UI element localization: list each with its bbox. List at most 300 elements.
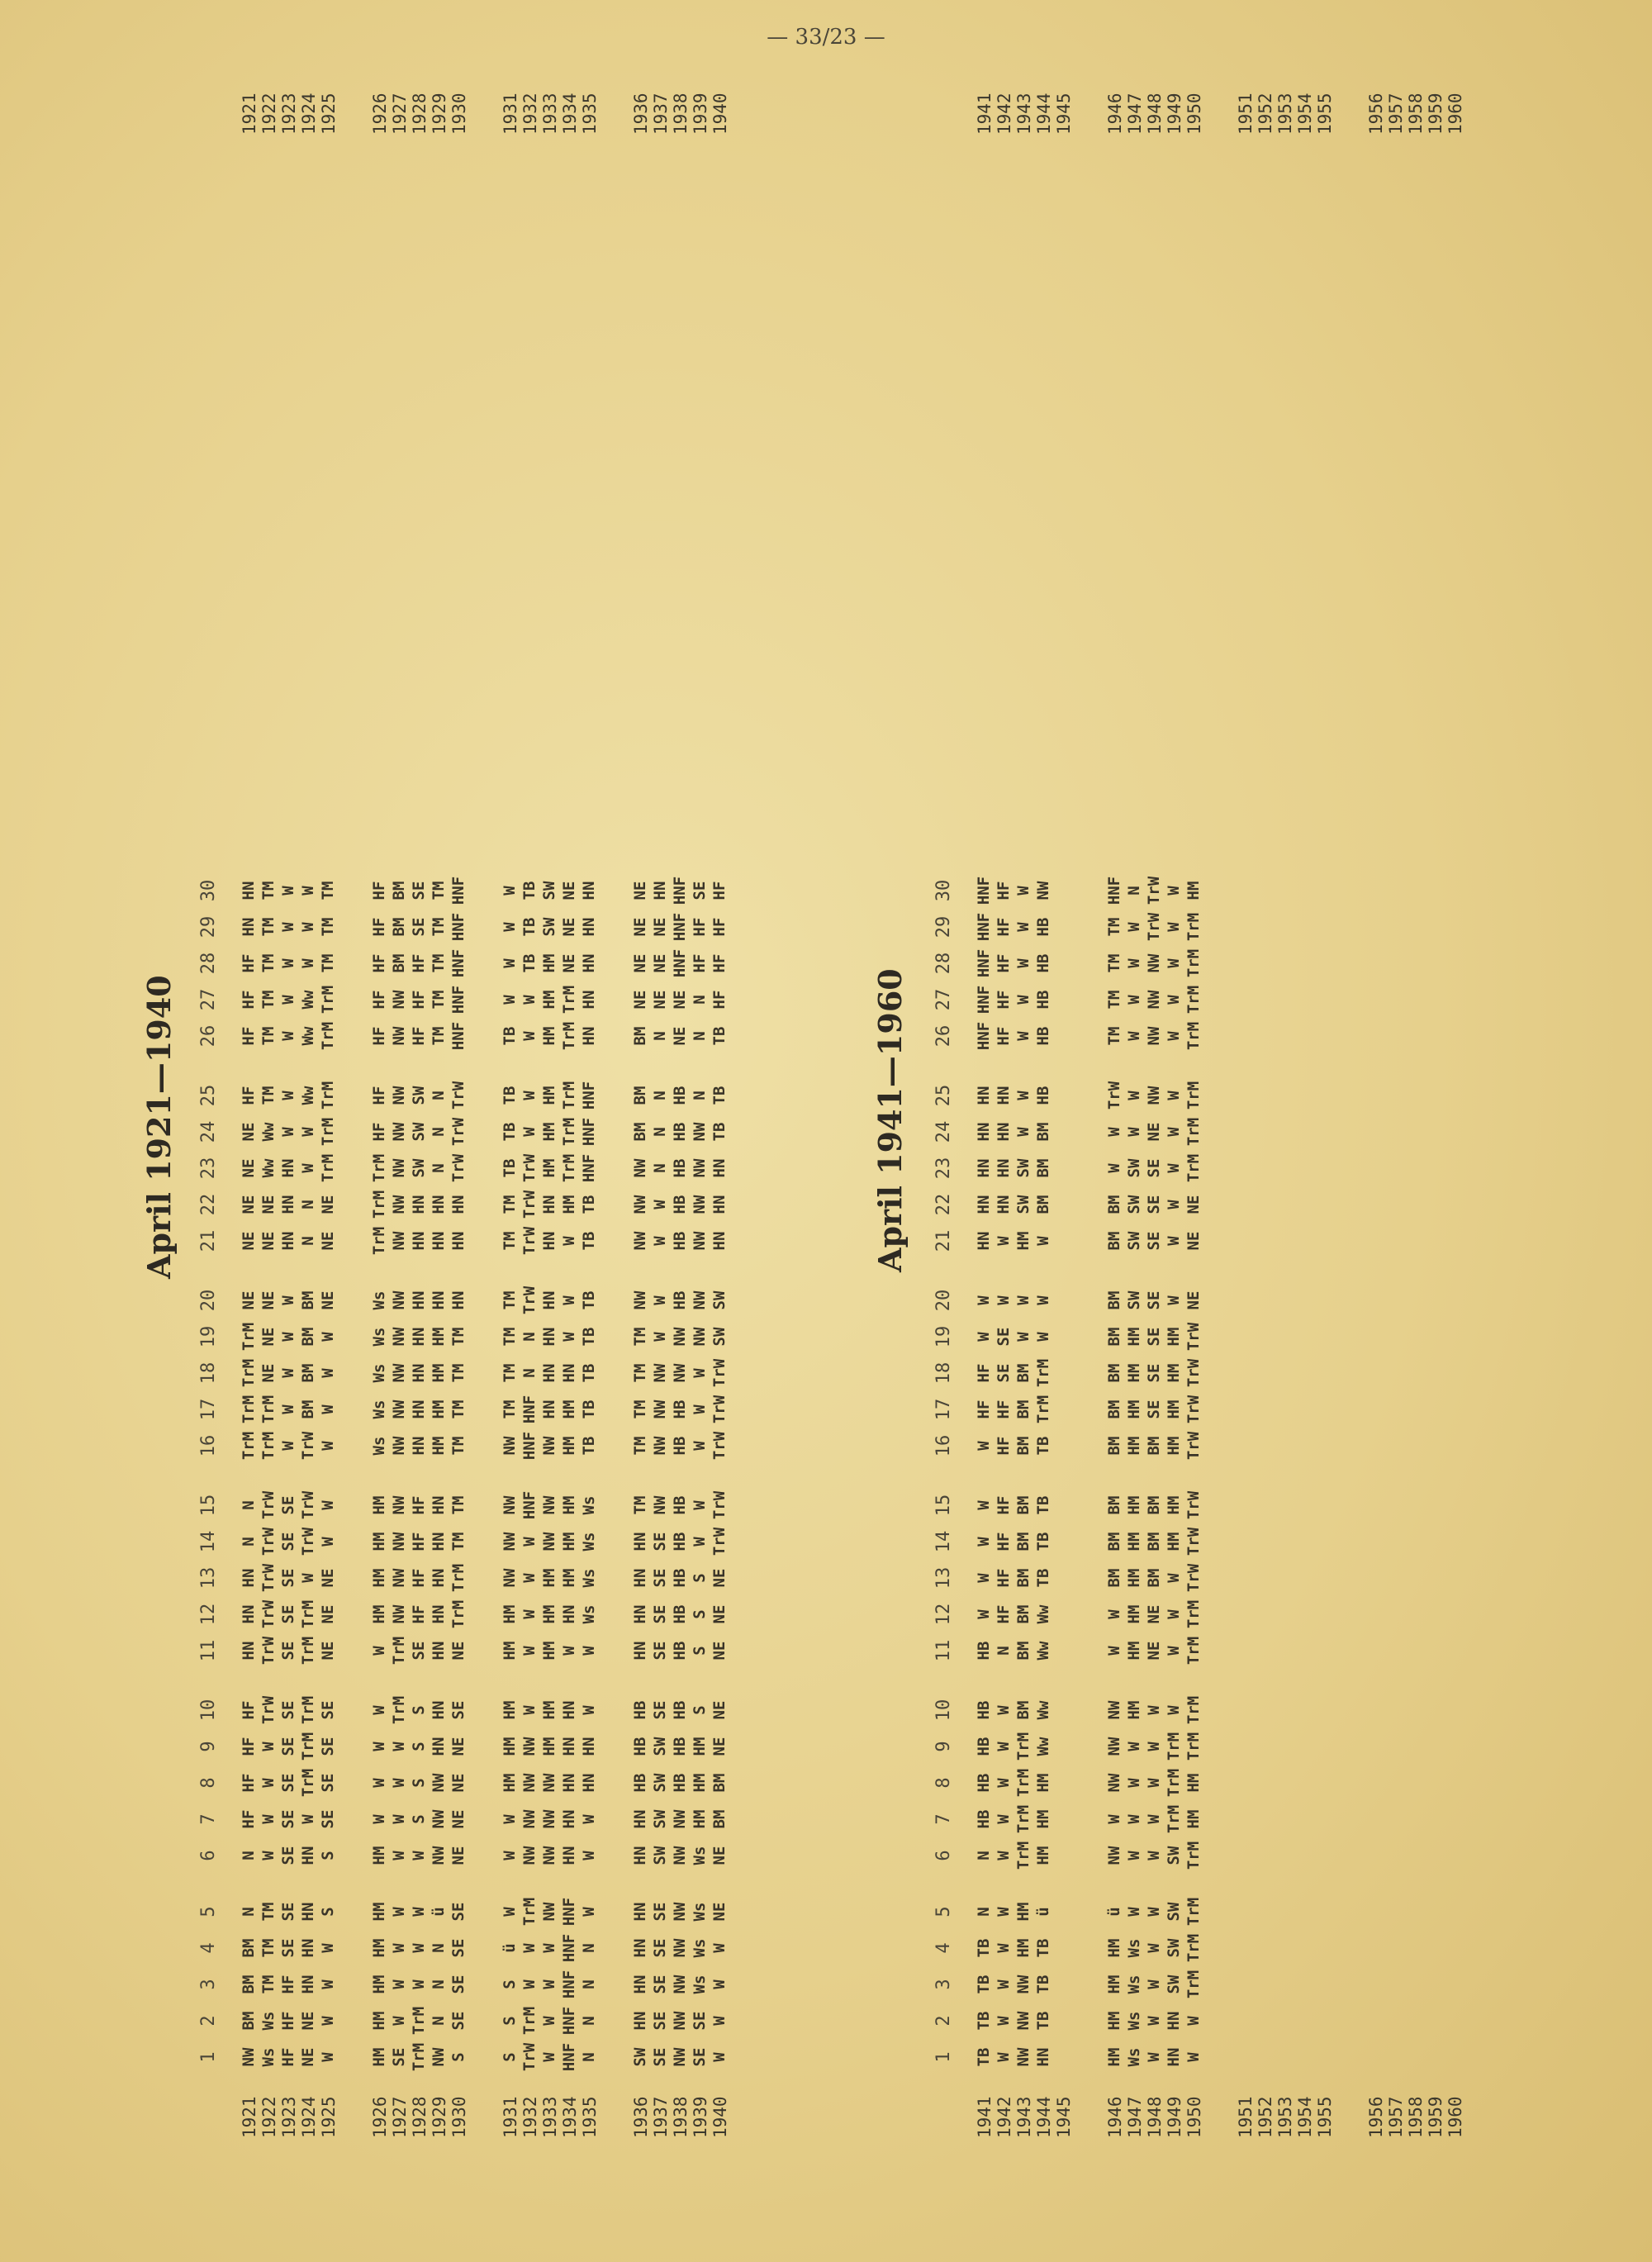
weather-code-cell: HN [540,1195,558,1214]
year-label-right: 1957 [1386,93,1406,135]
weather-code-cell: N [995,1646,1013,1656]
day-header: 16 [933,1434,954,1457]
weather-code-cell: TM [501,1399,519,1419]
weather-code-cell: W [691,1441,709,1451]
weather-code-cell: W [390,1742,408,1751]
day-header: 3 [933,1979,954,1990]
weather-code-cell: BM [1014,1399,1032,1419]
day-header: 12 [933,1603,954,1626]
weather-code-cell: W [370,1705,388,1715]
weather-code-cell: HF [240,1700,258,1720]
weather-code-cell: W [1145,1907,1163,1917]
weather-code-cell: NW [651,1436,669,1456]
weather-code-cell: TrM [1034,1395,1052,1424]
weather-code-cell: HM [540,1737,558,1756]
weather-code-cell: TM [631,1495,649,1515]
weather-code-cell: W [691,1500,709,1510]
weather-code-cell: TM [259,1026,278,1046]
weather-code-cell: HN [449,1231,468,1251]
weather-code-cell: NW [390,1290,408,1310]
weather-code-cell: SW [1165,1938,1183,1958]
weather-code-cell: HM [501,1737,519,1756]
weather-code-cell: HM [540,1700,558,1720]
weather-code-cell: W [279,995,297,1005]
weather-code-cell: HM [1125,1399,1143,1419]
weather-code-cell: TB [501,1158,519,1178]
weather-code-cell: W [1165,1163,1183,1173]
weather-code-cell: HN [1165,2047,1183,2067]
weather-code-cell: NW [390,1399,408,1419]
weather-code-cell: BM [299,1290,317,1310]
weather-code-cell: W [1165,1127,1183,1137]
weather-code-cell: HM [370,1974,388,1994]
weather-code-cell: W [520,1573,539,1583]
weather-code-cell: W [299,922,317,932]
weather-code-cell: SE [691,881,709,901]
weather-code-cell: W [1125,1814,1143,1824]
weather-code-cell: W [995,1943,1013,1953]
weather-code-cell: W [1014,922,1032,932]
weather-code-cell: TM [449,1532,468,1552]
weather-code-cell: TrW [1184,1490,1203,1520]
weather-code-cell: W [995,1907,1013,1917]
weather-code-cell: TB [580,1363,598,1383]
weather-code-cell: HN [580,917,598,937]
weather-code-cell: TrM [1184,1153,1203,1183]
day-header: 6 [933,1850,954,1861]
weather-code-cell: NE [651,917,669,937]
weather-code-cell: S [410,1814,428,1824]
weather-code-cell: Ws [691,1974,709,1994]
weather-code-cell: N [580,2016,598,2026]
weather-code-cell: Ws [370,1290,388,1310]
weather-code-cell: HM [430,1363,448,1383]
weather-code-cell: HB [975,1809,993,1829]
weather-code-cell: BM [1034,1122,1052,1142]
weather-code-cell: HM [370,1938,388,1958]
weather-code-cell: SE [279,1773,297,1793]
day-header: 24 [198,1120,219,1143]
weather-code-cell: HNF [520,1490,539,1520]
weather-code-cell: SE [279,1700,297,1720]
weather-code-cell: HM [1125,1641,1143,1661]
weather-code-cell: BM [710,1809,729,1829]
weather-code-cell: TrM [410,2042,428,2072]
weather-code-cell: HB [671,1195,689,1214]
weather-code-cell: SW [1014,1195,1032,1214]
weather-code-cell: W [1014,1127,1032,1137]
weather-code-cell: SW [651,1809,669,1829]
weather-code-cell: N [691,995,709,1005]
year-label-left: 1944 [1034,2096,1054,2138]
weather-code-cell: NW [691,1158,709,1178]
year-label-left: 1927 [390,2096,410,2138]
weather-code-cell: HM [1125,1327,1143,1347]
weather-code-cell: HB [671,1495,689,1515]
year-label-left: 1953 [1275,2096,1295,2138]
weather-code-cell: S [501,2016,519,2026]
day-header: 1 [933,2051,954,2063]
weather-code-cell: W [995,1979,1013,1989]
weather-code-cell: Ws [580,1495,598,1515]
year-label-left: 1934 [560,2096,580,2138]
weather-code-cell: NE [710,1568,729,1588]
weather-code-cell: W [520,1537,539,1547]
weather-code-cell: SE [279,1902,297,1922]
weather-code-cell: Ws [370,1327,388,1347]
weather-code-cell: Ws [580,1568,598,1588]
weather-code-cell: HF [691,917,709,937]
weather-code-cell: HF [279,2011,297,2031]
year-label-left: 1945 [1054,2096,1074,2138]
weather-code-cell: TrW [710,1395,729,1424]
weather-code-cell: TrW [710,1490,729,1520]
weather-code-cell: HB [671,1231,689,1251]
weather-code-cell: HM [540,990,558,1010]
weather-code-cell: SE [651,1902,669,1922]
weather-code-cell: NW [520,1737,539,1756]
weather-code-cell: TM [1105,1026,1123,1046]
weather-code-cell: SW [1014,1158,1032,1178]
weather-code-cell: NW [691,1327,709,1347]
weather-code-cell: HM [540,1086,558,1105]
weather-code-cell: HB [975,1773,993,1793]
weather-code-cell: BM [1014,1568,1032,1588]
weather-code-cell: BM [299,1363,317,1383]
weather-code-cell: HB [975,1737,993,1756]
weather-code-cell: HN [631,1604,649,1624]
weather-code-cell: W [501,922,519,932]
weather-code-cell: SW [410,1158,428,1178]
weather-code-cell: HN [995,1122,1013,1142]
weather-code-cell: TrM [319,1117,337,1147]
weather-code-cell: HN [631,1974,649,1994]
weather-code-cell: TM [430,953,448,973]
year-label-left: 1928 [410,2096,430,2138]
weather-code-cell: Ws [580,1604,598,1624]
weather-code-cell: SE [319,1773,337,1793]
year-label-right: 1941 [975,93,995,135]
weather-code-cell: HN [995,1086,1013,1105]
weather-code-cell: NE [449,1737,468,1756]
weather-code-cell: TrM [390,1695,408,1725]
weather-code-cell: N [1125,886,1143,896]
year-label-right: 1935 [580,93,600,135]
weather-code-cell: TrM [1184,1695,1203,1725]
weather-code-cell: SE [410,881,428,901]
weather-code-cell: SE [995,1327,1013,1347]
weather-code-cell: NW [651,1399,669,1419]
weather-code-cell: NE [319,1290,337,1310]
weather-code-cell: ü [1034,1907,1052,1917]
weather-code-cell: HF [410,990,428,1010]
weather-code-cell: HN [1034,2047,1052,2067]
year-label-left: 1952 [1256,2096,1275,2138]
weather-code-cell: HM [370,1846,388,1865]
weather-code-cell: SE [319,1700,337,1720]
year-label-right: 1953 [1275,93,1295,135]
year-label-right: 1939 [691,93,710,135]
weather-code-cell: TrM [560,985,578,1015]
weather-code-cell: NW [691,1290,709,1310]
weather-code-cell: HN [560,1604,578,1624]
year-label-right: 1945 [1054,93,1074,135]
day-header: 14 [198,1530,219,1553]
weather-code-cell: NE [631,881,649,901]
weather-code-cell: BM [1105,1568,1123,1588]
weather-code-cell: N [580,2052,598,2062]
weather-code-cell: NW [390,1568,408,1588]
weather-code-cell: SW [1125,1290,1143,1310]
year-label-right: 1938 [671,93,691,135]
day-header: 25 [198,1084,219,1107]
weather-code-cell: S [501,1979,519,1989]
weather-code-cell: HF [995,1532,1013,1552]
year-label-left: 1940 [710,2096,730,2138]
weather-code-cell: HN [560,1773,578,1793]
weather-code-cell: W [501,1907,519,1917]
day-header: 9 [933,1741,954,1752]
weather-code-cell: HNF [975,1021,993,1051]
weather-code-cell: TB [501,1086,519,1105]
weather-code-cell: W [1034,1295,1052,1305]
weather-code-cell: NE [710,1700,729,1720]
weather-code-cell: NW [671,1809,689,1829]
year-label-right: 1934 [560,93,580,135]
weather-code-cell: W [390,1943,408,1953]
weather-code-cell: BM [390,917,408,937]
weather-code-cell: W [319,2016,337,2026]
weather-code-cell: Ws [259,2011,278,2031]
weather-code-cell: TrM [1184,1081,1203,1110]
weather-code-cell: NE [651,990,669,1010]
weather-code-cell: W [975,1537,993,1547]
weather-code-cell: TrM [1014,1804,1032,1834]
weather-code-cell: BM [1105,1363,1123,1383]
weather-code-cell: NW [671,1974,689,1994]
weather-code-cell: NW [520,1846,539,1865]
year-label-left: 1933 [540,2096,560,2138]
day-header: 30 [198,879,219,902]
weather-code-cell: HF [410,1604,428,1624]
weather-code-cell: TM [430,917,448,937]
weather-code-cell: NW [390,1086,408,1105]
table-row [710,0,735,2262]
weather-code-cell: HM [540,1026,558,1046]
weather-code-cell: HM [370,1568,388,1588]
weather-code-cell: TM [259,990,278,1010]
year-label-right: 1944 [1034,93,1054,135]
weather-code-cell: NE [710,1604,729,1624]
weather-code-cell: HF [240,953,258,973]
weather-code-cell: Ww [299,1026,317,1046]
weather-code-cell: HN [560,1846,578,1865]
weather-code-cell: W [995,1236,1013,1246]
weather-code-cell: NW [631,1195,649,1214]
weather-code-cell: SW [651,1737,669,1756]
weather-code-cell: HB [671,1086,689,1105]
weather-code-cell: BM [1105,1290,1123,1310]
weather-code-cell: TrM [319,1081,337,1110]
weather-code-cell: TrM [1014,1768,1032,1798]
day-header: 6 [198,1850,219,1861]
weather-code-cell: BM [1014,1495,1032,1515]
weather-code-cell: HB [671,1700,689,1720]
weather-code-cell: W [651,1295,669,1305]
weather-code-cell: NE [651,953,669,973]
weather-code-cell: HN [410,1290,428,1310]
day-header: 28 [198,952,219,975]
weather-code-cell: NW [540,1436,558,1456]
weather-code-cell: Ww [1034,1604,1052,1624]
weather-code-cell: BM [1014,1532,1032,1552]
weather-code-cell: NW [671,1846,689,1865]
weather-code-cell: N [430,1091,448,1100]
weather-code-cell: W [390,1778,408,1788]
weather-code-cell: BM [710,1773,729,1793]
weather-code-cell: NE [449,1846,468,1865]
weather-code-cell: TM [1105,953,1123,973]
weather-code-cell: W [1165,1200,1183,1209]
weather-code-cell: BM [1034,1158,1052,1178]
weather-code-cell: W [1145,1814,1163,1824]
weather-code-cell: BM [1145,1532,1163,1552]
weather-code-cell: TrM [1184,1970,1203,1999]
year-label-right: 1958 [1406,93,1426,135]
weather-code-cell: W [370,1646,388,1656]
weather-code-cell: HNF [975,876,993,905]
weather-code-cell: W [710,2052,729,2062]
year-label-right: 1923 [279,93,299,135]
weather-code-cell: TB [1034,1938,1052,1958]
weather-code-cell: N [580,1979,598,1989]
weather-code-cell: SE [651,1641,669,1661]
weather-code-cell: TrW [259,1636,278,1666]
day-header: 26 [933,1024,954,1048]
weather-code-cell: TB [710,1086,729,1105]
weather-code-cell: TrM [1184,912,1203,942]
weather-code-cell: W [1165,922,1183,932]
weather-code-cell: W [520,1705,539,1715]
weather-code-cell: W [1105,1814,1123,1824]
page-number: — 33/23 — [767,25,885,50]
weather-code-cell: HB [671,1122,689,1142]
weather-code-cell: W [1125,1742,1143,1751]
weather-code-cell: Ww [259,1158,278,1178]
weather-code-cell: N [691,1091,709,1100]
day-header: 13 [198,1566,219,1590]
weather-code-cell: HN [430,1737,448,1756]
weather-code-cell: HF [995,1026,1013,1046]
weather-code-cell: HN [430,1641,448,1661]
weather-code-cell: TrW [299,1431,317,1461]
weather-code-cell: TrM [1184,948,1203,978]
weather-code-cell: W [580,1705,598,1715]
weather-code-cell: HN [631,2011,649,2031]
weather-code-cell: NW [671,1363,689,1383]
weather-code-cell: NE [259,1327,278,1347]
weather-code-cell: SE [651,1604,669,1624]
weather-code-cell: HM [1014,1902,1032,1922]
weather-code-cell: NW [540,1773,558,1793]
weather-code-cell: NW [1105,1773,1123,1793]
weather-code-cell: W [279,1031,297,1041]
weather-code-cell: HF [410,953,428,973]
weather-code-cell: TM [259,1974,278,1994]
day-header: 17 [198,1398,219,1421]
weather-code-cell: HM [560,1532,578,1552]
weather-code-cell: TrM [1034,1358,1052,1388]
weather-code-cell: W [319,2052,337,2062]
weather-code-cell: W [1125,1778,1143,1788]
weather-code-cell: HNF [560,1897,578,1927]
weather-code-cell: W [691,1537,709,1547]
year-label-left: 1958 [1406,2096,1426,2138]
weather-code-cell: W [540,2016,558,2026]
weather-code-cell: NE [449,1641,468,1661]
weather-code-cell: HN [710,1195,729,1214]
weather-code-cell: HF [995,1495,1013,1515]
year-label-right: 1931 [501,93,520,135]
weather-code-cell: NE [259,1363,278,1383]
weather-code-cell: TM [430,1026,448,1046]
weather-code-cell: HF [995,990,1013,1010]
weather-code-cell: W [390,1814,408,1824]
weather-code-cell: HN [540,1290,558,1310]
weather-code-cell: SE [279,1604,297,1624]
weather-code-cell: HN [580,990,598,1010]
weather-code-cell: NE [1184,1290,1203,1310]
weather-code-cell: NW [1105,1846,1123,1865]
weather-code-cell: W [1105,1609,1123,1619]
weather-code-cell: W [995,1814,1013,1824]
table-row [580,0,605,2262]
year-label-left: 1954 [1295,2096,1315,2138]
weather-code-cell: W [390,1851,408,1860]
weather-code-cell: HN [975,1086,993,1105]
year-label-left: 1948 [1145,2096,1165,2138]
weather-code-cell: HF [410,1532,428,1552]
weather-code-cell: TB [580,1231,598,1251]
weather-code-cell: TrM [1184,1933,1203,1963]
weather-code-cell: TrW [299,1527,317,1556]
weather-code-cell: HM [1105,1938,1123,1958]
weather-code-cell: NE [319,1604,337,1624]
weather-code-cell: HM [1034,1846,1052,1865]
weather-code-cell: NW [671,1938,689,1958]
weather-code-cell: TM [631,1399,649,1419]
year-label-left: 1937 [651,2096,671,2138]
weather-code-cell: BM [1105,1399,1123,1419]
weather-code-cell: SE [651,1700,669,1720]
weather-code-cell: HN [430,1532,448,1552]
weather-code-cell: HM [560,1495,578,1515]
weather-code-cell: W [560,1646,578,1656]
weather-code-cell: BM [1145,1436,1163,1456]
weather-code-cell: TrM [240,1431,258,1461]
weather-code-cell: NE [240,1158,258,1178]
weather-code-cell: Ww [259,1122,278,1142]
year-label-right: 1955 [1315,93,1335,135]
day-header: 24 [933,1120,954,1143]
weather-code-cell: HNF [975,948,993,978]
weather-code-cell: S [449,2052,468,2062]
weather-code-cell: NW [390,1532,408,1552]
weather-code-cell: HF [370,953,388,973]
weather-code-cell: W [1165,1573,1183,1583]
weather-code-cell: SW [631,2047,649,2067]
weather-code-cell: NE [631,917,649,937]
